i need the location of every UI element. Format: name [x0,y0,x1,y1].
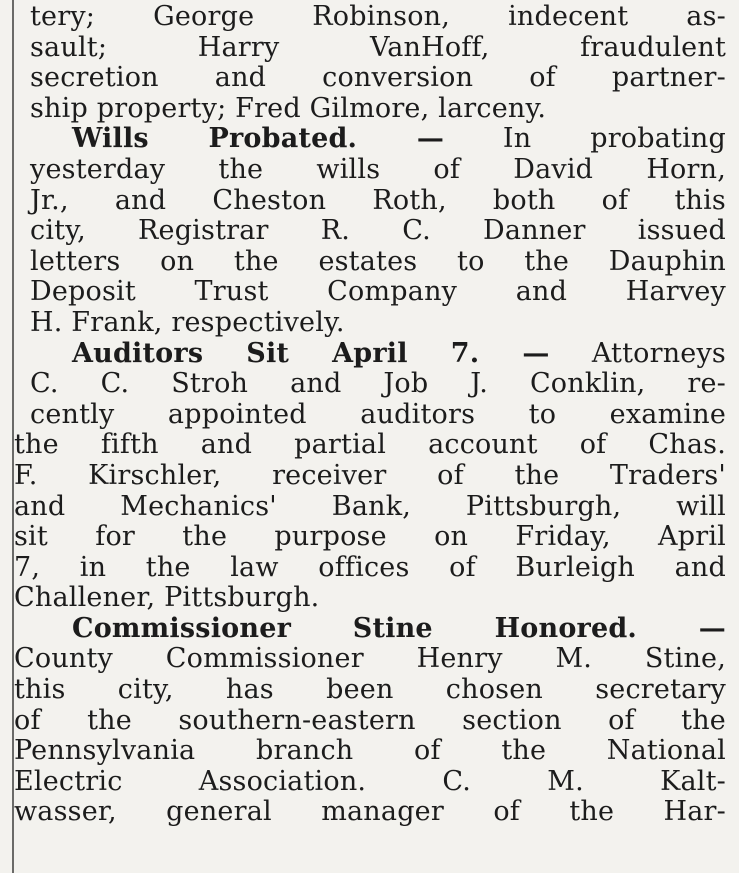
article-line [30,614,726,645]
line-text: ship property; Fred Gilmore, larceny. [30,92,547,124]
article-line [30,155,726,186]
article-line [30,369,726,400]
line-text: H. Frank, respectively. [30,306,345,338]
line-text: Jr., and Cheston Roth, both of this [30,184,726,216]
line-text: of the southern-eastern section of the [14,704,726,736]
line-text: yesterday the wills of David Horn, [30,153,726,185]
line-text: this city, has been chosen secretary [14,674,726,706]
article-line [14,644,726,675]
article-line [30,247,726,278]
section-heading: Wills Probated. — [72,123,445,155]
article-line [30,186,726,217]
line-text: F. Kirschler, receiver of the Traders' [14,459,726,491]
article-line [14,492,726,523]
article-line [14,522,726,553]
line-text: C. C. Stroh and Job J. Conklin, re- [30,368,726,400]
line-text: sault; Harry VanHoff, fraudulent [30,31,726,63]
article-line [14,767,726,798]
article-column [14,1,726,828]
line-text: secretion and conversion of partner- [30,62,726,94]
article-line [14,430,726,461]
line-text: Attorneys [549,337,726,369]
line-text: the fifth and partial account of Chas. [14,429,726,461]
line-text: tery; George Robinson, indecent as- [30,1,726,32]
line-text: cently appointed auditors to examine [30,398,726,430]
line-text: Deposit Trust Company and Harvey [30,276,726,308]
article-line [30,277,726,308]
article-line [14,706,726,737]
line-text: wasser, general manager of the Har- [14,796,726,828]
article-line [14,461,726,492]
line-text: and Mechanics' Bank, Pittsburgh, will [14,490,726,522]
line-text: city, Registrar R. C. Danner issued [30,215,726,247]
line-text: In probating [444,123,726,155]
article-line [14,583,726,614]
article-line [30,33,726,64]
article-line [30,308,726,339]
line-text: letters on the estates to the Dauphin [30,245,726,277]
article-line [14,797,726,828]
article-line [30,400,726,431]
line-text: Pennsylvania branch of the National [14,735,726,767]
section-heading: Auditors Sit April 7. — [72,337,550,369]
article-line [14,553,726,584]
line-text: sit for the purpose on Friday, April [14,521,726,553]
article-line [30,63,726,94]
article-line [14,736,726,767]
article-line [30,124,726,155]
article-line [30,339,726,370]
article-line [30,94,726,125]
line-text: County Commissioner Henry M. Stine, [14,643,726,675]
article-line [30,216,726,247]
line-text: 7, in the law offices of Burleigh and [14,551,726,583]
article-line [30,2,726,33]
article-line [14,675,726,706]
line-text: Challener, Pittsburgh. [14,582,320,614]
line-text: Electric Association. C. M. Kalt- [14,765,726,797]
section-heading: Commissioner Stine Honored. — [72,612,726,644]
